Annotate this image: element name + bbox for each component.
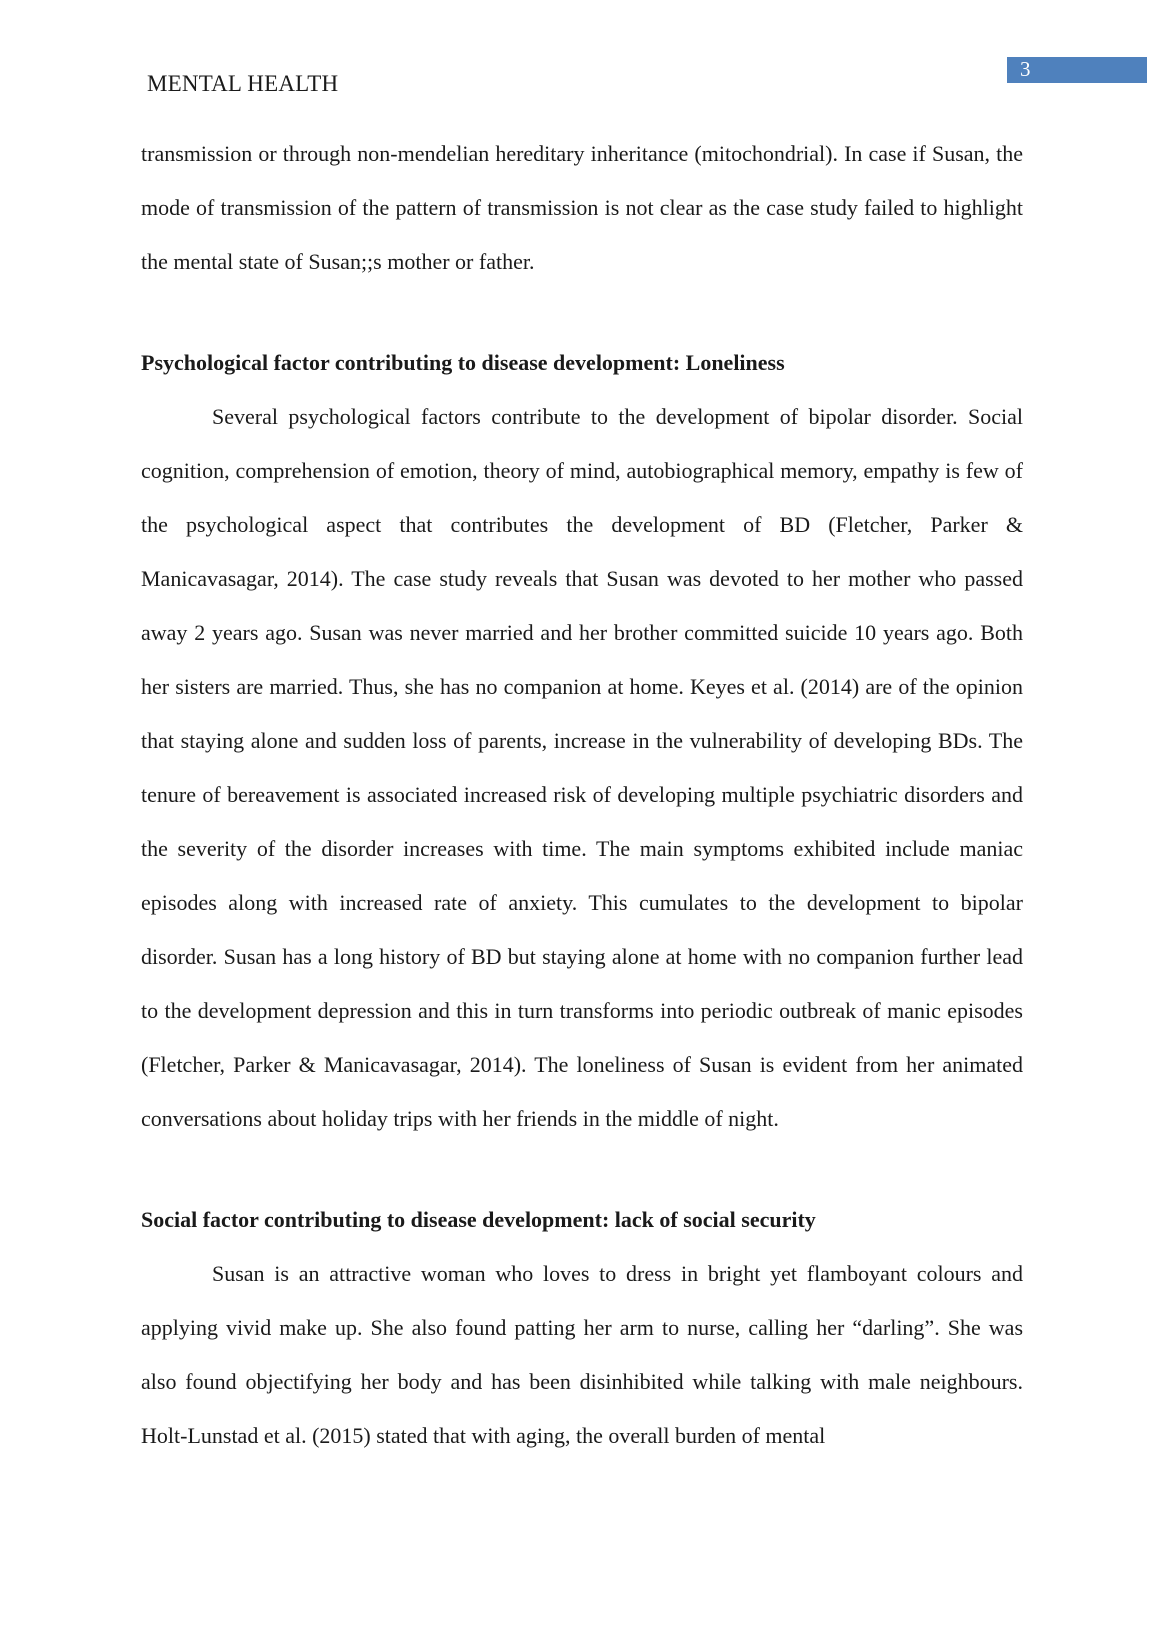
section-heading-social: Social factor contributing to disease development: lack of social security <box>141 1207 816 1232</box>
section-paragraph-psychological: Several psychological factors contribute to the development of bipolar disorder. Social cognition, comprehension of emotion, theory of mind, autobiographical memory, empathy is few of the psychological aspect that contributes the development of BD (Fletcher, Parker & Manicavasagar, 2014). The case study reveals that Susan was devoted to her mother who passed away 2 years ago. Susan was never married and her brother committed suicide 10 years ago. Both her sisters are married. Thus, she has no companion at home. Keyes et al. (2014) are of the opinion that staying alone and sudden loss of parents, increase in the vulnerability of developing BDs. The tenure of bereavement is associated increased risk of developing multiple psychiatric disorders and the severity of the disorder increases with time. The main symptoms exhibited include maniac episodes along with increased rate of anxiety. This cumulates to the development to bipolar disorder. Susan has a long history of BD but staying alone at home with no companion further lead to the development depression and this in turn transforms into periodic outbreak of manic episodes (Fletcher, Parker & Manicavasagar, 2014). The loneliness of Susan is evident from her animated conversations about holiday trips with her friends in the middle of night. <box>141 404 1023 1131</box>
page-number: 3 <box>1020 57 1031 81</box>
document-body <box>141 127 1023 1463</box>
section-heading-psychological: Psychological factor contributing to disease development: Loneliness <box>141 350 785 375</box>
running-head: MENTAL HEALTH <box>147 71 339 96</box>
section-paragraph-social: Susan is an attractive woman who loves to dress in bright yet flamboyant colours and applying vivid make up. She also found patting her arm to nurse, calling her “darling”. She was also found objectifying her body and has been disinhibited while talking with male neighbours. Holt-Lunstad et al. (2015) stated that with aging, the overall burden of mental <box>141 1261 1023 1448</box>
continued-paragraph: transmission or through non-mendelian hereditary inheritance (mitochondrial). In case if Susan, the mode of transmission of the pattern of transmission is not clear as the case study failed to highlight the mental state of Susan;;s mother or father. <box>141 141 1023 274</box>
